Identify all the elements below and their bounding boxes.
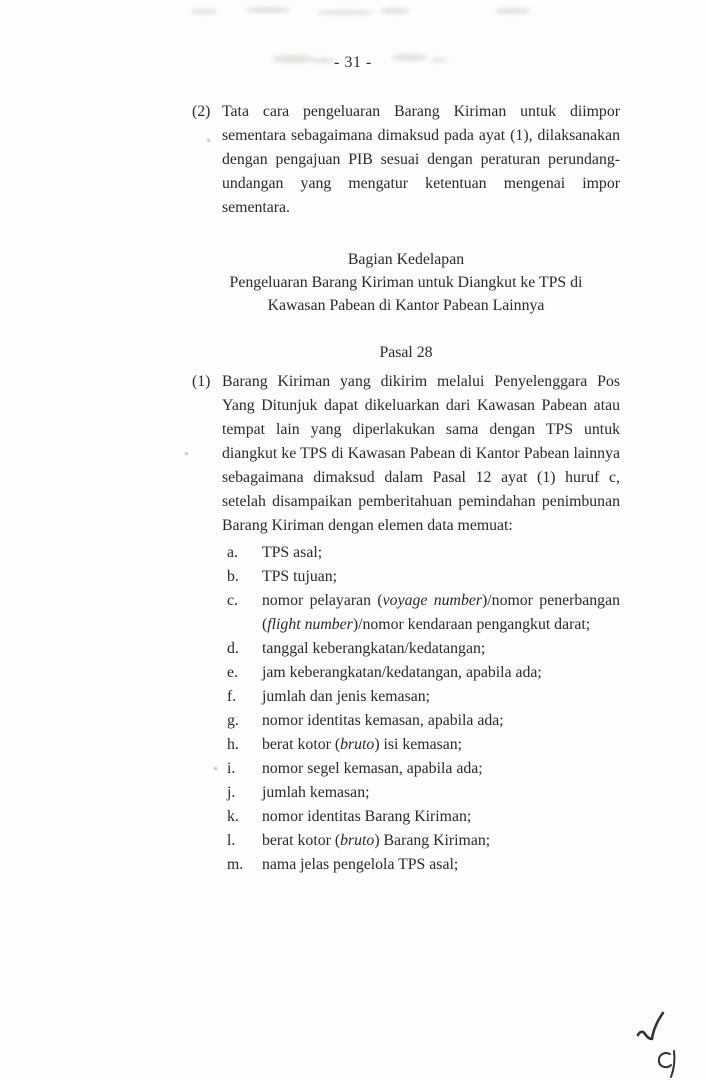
scan-smudge xyxy=(316,10,374,15)
sublist-item xyxy=(227,709,620,733)
scan-smudge xyxy=(190,9,218,14)
sublist-item-segment: nomor identitas Barang Kiriman; xyxy=(262,808,472,825)
scan-smudge xyxy=(245,7,291,13)
clause-2 xyxy=(192,100,620,220)
sublist-item-text xyxy=(262,829,620,853)
sublist-item-text xyxy=(262,541,620,565)
sublist-item-segment: jumlah dan jenis kemasan; xyxy=(262,688,431,705)
sublist-item-text xyxy=(262,589,620,637)
clause-1-sublist xyxy=(222,541,620,877)
sublist-item-marker: j. xyxy=(227,784,236,801)
section-title: Bagian Kedelapan xyxy=(347,251,465,268)
sublist-item-italic-segment: bruto xyxy=(340,736,375,753)
clause-1 xyxy=(192,370,620,877)
handwritten-annotation xyxy=(595,990,690,1080)
sublist-item-marker: d. xyxy=(227,640,239,657)
page-number: - 31 - xyxy=(334,54,372,71)
sublist-item-text xyxy=(262,637,620,661)
clause-2-text: Tata cara pengeluaran Barang Kiriman untuk diimpor sementara sebagaimana dimaksud pada ayat (1), dilaksanakan dengan pengajuan PIB sesuai dengan peraturan perundang-undangan yang mengatur ketentuan mengenai impor sementara. xyxy=(222,103,620,216)
sublist-item-marker: e. xyxy=(227,664,238,681)
sublist-item-marker: a. xyxy=(227,544,238,561)
sublist-item-text xyxy=(262,709,620,733)
scan-speck xyxy=(185,452,188,455)
sublist-item-segment: TPS asal; xyxy=(262,544,323,561)
sublist-item-segment: nomor pelayaran ( xyxy=(262,592,383,609)
section-subtitle-line1: Pengeluaran Barang Kiriman untuk Diangkut ke TPS di xyxy=(229,274,583,291)
sublist-item-segment: ) Barang Kiriman; xyxy=(374,832,491,849)
sublist-item-marker: l. xyxy=(227,832,236,849)
section-subtitle-line2: Kawasan Pabean di Kantor Pabean Lainnya xyxy=(267,297,545,314)
sublist-item-segment: tanggal keberangkatan/kedatangan; xyxy=(262,640,486,657)
sublist-item xyxy=(227,829,620,853)
sublist-item-text xyxy=(262,805,620,829)
sublist-item-segment: berat kotor ( xyxy=(262,736,341,753)
scan-smudge xyxy=(380,8,410,14)
sublist-item-marker: g. xyxy=(227,712,239,729)
sublist-item xyxy=(227,565,620,589)
article-heading: Pasal 28 xyxy=(379,344,433,361)
content-column xyxy=(192,100,620,877)
sublist-item-segment: berat kotor ( xyxy=(262,832,341,849)
sublist-item-segment: )/nomor penerbangan ( xyxy=(262,592,620,633)
sublist-item-marker: f. xyxy=(227,688,237,705)
sublist-item-text xyxy=(262,781,620,805)
sublist-item xyxy=(227,589,620,637)
scan-smudge xyxy=(495,8,531,14)
sublist-item xyxy=(227,685,620,709)
sublist-item-marker: b. xyxy=(227,568,239,585)
sublist-item-text xyxy=(262,685,620,709)
sublist-item xyxy=(227,541,620,565)
sublist-item-segment: jumlah kemasan; xyxy=(262,784,370,801)
sublist-item-segment: jam keberangkatan/kedatangan, apabila ada; xyxy=(262,664,542,681)
section-heading xyxy=(192,248,620,317)
sublist-item xyxy=(227,757,620,781)
sublist-item xyxy=(227,781,620,805)
handwritten-initial-icon xyxy=(659,1051,675,1077)
sublist-item-segment: )/nomor kendaraan pengangkut darat; xyxy=(352,616,591,633)
sublist-item-italic-segment: voyage number xyxy=(382,592,483,609)
sublist-item-italic-segment: flight number xyxy=(267,616,353,633)
sublist-item-marker: c. xyxy=(227,592,238,609)
clause-1-text: Barang Kiriman yang dikirim melalui Penyelenggara Pos Yang Ditunjuk dapat dikeluarkan dari Kawasan Pabean atau tempat lain yang diperlakukan sama dengan TPS untuk diangkut ke TPS di Kawasan Pabean di Kantor Pabean lainnya sebagaimana dimaksud dalam Pasal 12 ayat (1) huruf c, setelah disampaikan pemberitahuan pemindahan penimbunan Barang Kiriman dengan elemen data memuat: xyxy=(222,373,620,534)
sublist-item-segment: ) isi kemasan; xyxy=(374,736,463,753)
sublist-item-italic-segment: bruto xyxy=(340,832,375,849)
sublist-item-segment: TPS tujuan; xyxy=(262,568,338,585)
sublist-item-text xyxy=(262,853,620,877)
sublist-item xyxy=(227,733,620,757)
sublist-item-marker: h. xyxy=(227,736,239,753)
sublist-item-segment: nama jelas pengelola TPS asal; xyxy=(262,856,459,873)
sublist-item-marker: m. xyxy=(227,856,244,873)
sublist-item-text xyxy=(262,565,620,589)
sublist-item-text xyxy=(262,661,620,685)
sublist-item-segment: nomor segel kemasan, apabila ada; xyxy=(262,760,483,777)
sublist-item-marker: k. xyxy=(227,808,239,825)
sublist-item xyxy=(227,805,620,829)
sublist-item xyxy=(227,853,620,877)
sublist-item xyxy=(227,637,620,661)
sublist-item xyxy=(227,661,620,685)
clause-1-marker: (1) xyxy=(192,373,211,390)
sublist-item-segment: nomor identitas kemasan, apabila ada; xyxy=(262,712,504,729)
handwritten-checkmark-icon xyxy=(638,1013,663,1039)
sublist-item-text xyxy=(262,757,620,781)
clause-2-marker: (2) xyxy=(192,103,211,120)
sublist-item-text xyxy=(262,733,620,757)
sublist-item-marker: i. xyxy=(227,760,236,777)
